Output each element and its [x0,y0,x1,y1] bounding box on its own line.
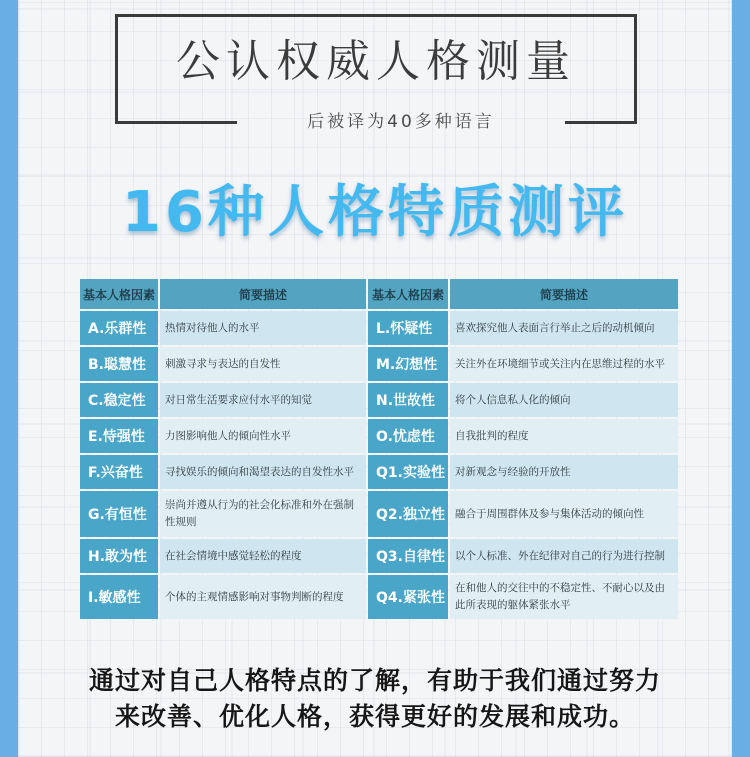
description-cell: 对日常生活要求应付水平的知觉 [160,383,366,417]
factor-cell: B.聪慧性 [80,347,158,381]
page-subtitle: 后被译为40多种语言 [307,112,495,132]
table-header-row [80,279,678,309]
table-row [80,455,678,489]
title-frame-right [634,64,637,124]
description-cell: 力图影响他人的倾向性水平 [160,419,366,453]
description-cell: 崇尚并遵从行为的社会化标准和外在强制性规则 [160,491,366,537]
factor-cell: E.恃强性 [80,419,158,453]
factor-cell: Q2.独立性 [368,491,448,537]
description-cell: 在社会情境中感觉轻松的程度 [160,539,366,573]
table-row [80,311,678,345]
column-header-description: 简要描述 [450,279,678,309]
factor-cell: G.有恒性 [80,491,158,537]
table-row [80,491,678,537]
factor-cell: N.世故性 [368,383,448,417]
headline: 16种人格特质测评 [122,180,628,245]
description-cell: 个体的主观情感影响对事物判断的程度 [160,575,366,619]
factor-cell: F.兴奋性 [80,455,158,489]
column-header-factor: 基本人格因素 [80,279,158,309]
column-header-description: 简要描述 [160,279,366,309]
trait-table-container [78,277,678,621]
description-cell: 对新观念与经验的开放性 [450,455,678,489]
description-cell: 寻找娱乐的倾向和渴望表达的自发性水平 [160,455,366,489]
table-row [80,419,678,453]
factor-cell: O.忧虑性 [368,419,448,453]
factor-cell: H.敢为性 [80,539,158,573]
description-cell: 在和他人的交往中的不稳定性、不耐心以及由此所表现的躯体紧张水平 [450,575,678,619]
footer-line-2: 来改善、优化人格，获得更好的发展和成功。 [114,702,635,731]
description-cell: 关注外在环境细节或关注内在思维过程的水平 [450,347,678,381]
factor-cell: Q3.自律性 [368,539,448,573]
table-row [80,539,678,573]
factor-cell: I.敏感性 [80,575,158,619]
description-cell: 刺激寻求与表达的自发性 [160,347,366,381]
factor-cell: Q1.实验性 [368,455,448,489]
factor-cell: A.乐群性 [80,311,158,345]
footer-line-1: 通过对自己人格特点的了解，有助于我们通过努力 [88,666,661,695]
description-cell: 将个人信息私人化的倾向 [450,383,678,417]
description-cell: 自我批判的程度 [450,419,678,453]
page-title: 公认权威人格测量 [176,36,576,87]
table-row [80,575,678,619]
footer-text [40,663,710,735]
description-cell: 热情对待他人的水平 [160,311,366,345]
title-frame-bottom-left [115,121,237,124]
description-cell: 喜欢探究他人表面言行举止之后的动机倾向 [450,311,678,345]
table-row [80,383,678,417]
trait-table [78,277,680,621]
factor-cell: M.幻想性 [368,347,448,381]
factor-cell: C.稳定性 [80,383,158,417]
table-row [80,347,678,381]
title-frame-bottom-right [565,121,637,124]
factor-cell: L.怀疑性 [368,311,448,345]
factor-cell: Q4.紧张性 [368,575,448,619]
column-header-factor: 基本人格因素 [368,279,448,309]
description-cell: 以个人标准、外在纪律对自己的行为进行控制 [450,539,678,573]
description-cell: 融合于周围群体及参与集体活动的倾向性 [450,491,678,537]
